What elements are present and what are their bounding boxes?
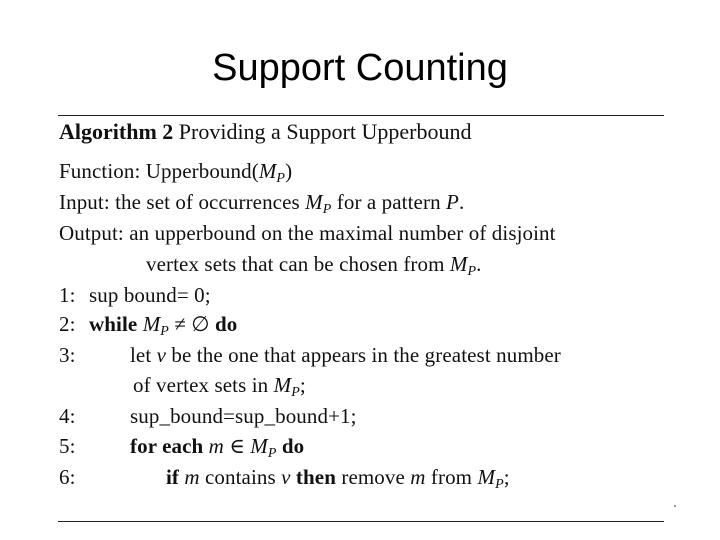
step-5-var-m: m bbox=[208, 434, 224, 458]
step-4-text: sup_bound=sup_bound+1; bbox=[130, 404, 357, 428]
step-3-cont-end: ; bbox=[299, 373, 306, 397]
algorithm-function-line bbox=[59, 158, 292, 192]
algorithm-label: Algorithm 2 bbox=[59, 119, 174, 144]
step-6-then: then bbox=[295, 465, 336, 489]
slide-title: Support Counting bbox=[212, 47, 508, 89]
step-3-text-b: be the one that appears in the greatest number bbox=[166, 343, 561, 367]
step-3 bbox=[59, 342, 561, 368]
step-6 bbox=[59, 464, 510, 498]
output-prefix: vertex sets that can be chosen from bbox=[146, 252, 450, 276]
step-1-text: sup bound= 0; bbox=[89, 283, 211, 307]
output-var: M bbox=[449, 252, 468, 276]
step-6-if: if bbox=[166, 465, 180, 489]
step-5-number: 5: bbox=[59, 434, 76, 458]
step-3-cont-prefix: of vertex sets in bbox=[133, 373, 274, 397]
algorithm-output-line: Output: an upperbound on the maximal number of disjoint bbox=[59, 221, 556, 245]
step-2-number: 2: bbox=[59, 312, 76, 336]
step-6-text-b: remove bbox=[336, 465, 411, 489]
step-6-var-m2: m bbox=[410, 465, 426, 489]
input-mid: for a pattern bbox=[331, 190, 447, 214]
step-4 bbox=[59, 403, 357, 429]
algorithm-caption: Providing a Support Upperbound bbox=[178, 119, 472, 144]
output-end: . bbox=[476, 252, 482, 276]
step-3-continuation bbox=[133, 372, 306, 406]
step-3-var-v: v bbox=[156, 343, 167, 367]
step-5-do: do bbox=[281, 434, 305, 458]
step-3-text-a: let bbox=[130, 343, 157, 367]
step-2-op: ≠ ∅ bbox=[168, 312, 216, 336]
step-2-sub: P bbox=[160, 324, 169, 339]
step-5-op: ∈ bbox=[223, 434, 251, 458]
algorithm-top-rule bbox=[58, 115, 664, 116]
algorithm-input-line bbox=[59, 189, 464, 223]
function-var: M bbox=[258, 159, 277, 183]
function-suffix: ) bbox=[285, 159, 293, 183]
step-6-text-c: from bbox=[425, 465, 478, 489]
step-2-while: while bbox=[89, 312, 138, 336]
step-5-sub: P bbox=[267, 446, 277, 461]
algorithm-output-continuation bbox=[146, 251, 482, 285]
step-2-do: do bbox=[215, 312, 238, 336]
stray-dot bbox=[674, 505, 676, 507]
input-sub: P bbox=[322, 202, 332, 217]
output-sub: P bbox=[467, 264, 477, 279]
algorithm-header bbox=[59, 118, 471, 146]
input-var: M bbox=[305, 190, 323, 214]
step-2-var: M bbox=[142, 312, 161, 336]
function-prefix: Function: Upperbound( bbox=[59, 159, 259, 183]
step-6-end: ; bbox=[503, 465, 510, 489]
step-6-var-v: v bbox=[281, 465, 291, 489]
step-4-number: 4: bbox=[59, 404, 76, 428]
step-5-for-each: for each bbox=[130, 434, 204, 458]
step-6-text-a: contains bbox=[199, 465, 282, 489]
input-prefix: Input: the set of occurrences bbox=[59, 190, 306, 214]
step-6-var: M bbox=[477, 465, 496, 489]
step-1-number: 1: bbox=[59, 283, 76, 307]
step-3-cont-sub: P bbox=[291, 385, 300, 400]
step-6-number: 6: bbox=[59, 465, 76, 489]
step-3-cont-var: M bbox=[273, 373, 292, 397]
step-3-number: 3: bbox=[59, 343, 76, 367]
function-sub: P bbox=[276, 171, 286, 186]
input-pattern: P bbox=[446, 190, 459, 214]
step-1 bbox=[59, 282, 211, 308]
step-6-sub: P bbox=[495, 477, 504, 492]
algorithm-bottom-rule bbox=[58, 521, 664, 522]
step-6-var-m: m bbox=[184, 465, 200, 489]
step-5 bbox=[59, 433, 304, 467]
input-end: . bbox=[458, 190, 465, 214]
step-5-var: M bbox=[250, 434, 268, 458]
step-2 bbox=[59, 311, 237, 345]
